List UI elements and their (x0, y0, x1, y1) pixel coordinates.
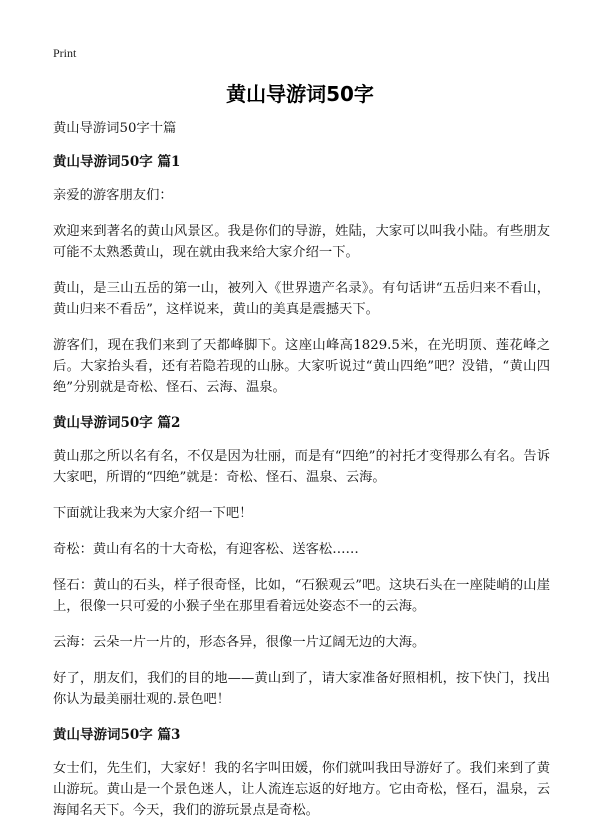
paragraph: 怪石：黄山的石头，样子很奇怪，比如，“石猴观云”吧。这块石头在一座陡峭的山崖上，很像一只可爱的小猴子坐在那里看着远处姿态不一的云海。 (53, 578, 550, 614)
paragraph: 女士们，先生们，大家好！我的名字叫田媛，你们就叫我田导游好了。我们来到了黄山游玩。黄山是一个景色迷人，让人流连忘返的好地方。它由奇松，怪石，温泉，云海闻名天下。今天，我们的游玩景点是奇松。 (53, 761, 550, 818)
article-subtitle: 黄山导游词50字十篇 (53, 121, 177, 136)
paragraph: 好了，朋友们，我们的目的地——黄山到了，请大家准备好照相机，按下快门，找出你认为最美丽壮观的.景色吧！ (53, 671, 550, 707)
section-heading: 黄山导游词50字 篇3 (53, 727, 181, 743)
print-link[interactable]: Print (53, 46, 77, 60)
page-title: 黄山导游词50字 (226, 82, 374, 106)
article-body (53, 118, 550, 836)
paragraph: 云海：云朵一片一片的，形态各异，很像一片辽阔无边的大海。 (53, 635, 426, 650)
paragraph: 黄山，是三山五岳的第一山，被列入《世界遗产名录》。有句话讲“五岳归来不看山，黄山归来不看岳”，这样说来，黄山的美真是震撼天下。 (53, 281, 550, 317)
paragraph: 奇松：黄山有名的十大奇松，有迎客松、送客松…… (53, 542, 359, 557)
paragraph: 亲爱的游客朋友们： (53, 188, 173, 203)
paragraph: 下面就让我来为大家介绍一下吧！ (53, 506, 253, 521)
section-heading: 黄山导游词50字 篇1 (53, 154, 181, 170)
section-heading: 黄山导游词50字 篇2 (53, 415, 181, 431)
paragraph: 游客们，现在我们来到了天都峰脚下。这座山峰高1829.5米，在光明顶、莲花峰之后。大家抬头看，还有若隐若现的山脉。大家听说过“黄山四绝”吧？没错，“黄山四绝”分别就是奇松、怪石、云海、温泉。 (53, 338, 550, 395)
paragraph: 欢迎来到著名的黄山风景区。我是你们的导游，姓陆，大家可以叫我小陆。有些朋友可能不太熟悉黄山，现在就由我来给大家介绍一下。 (53, 224, 550, 260)
paragraph: 黄山那之所以名有名，不仅是因为壮丽，而是有“四绝”的衬托才变得那么有名。告诉大家吧，所谓的“四绝”就是：奇松、怪石、温泉、云海。 (53, 449, 550, 485)
